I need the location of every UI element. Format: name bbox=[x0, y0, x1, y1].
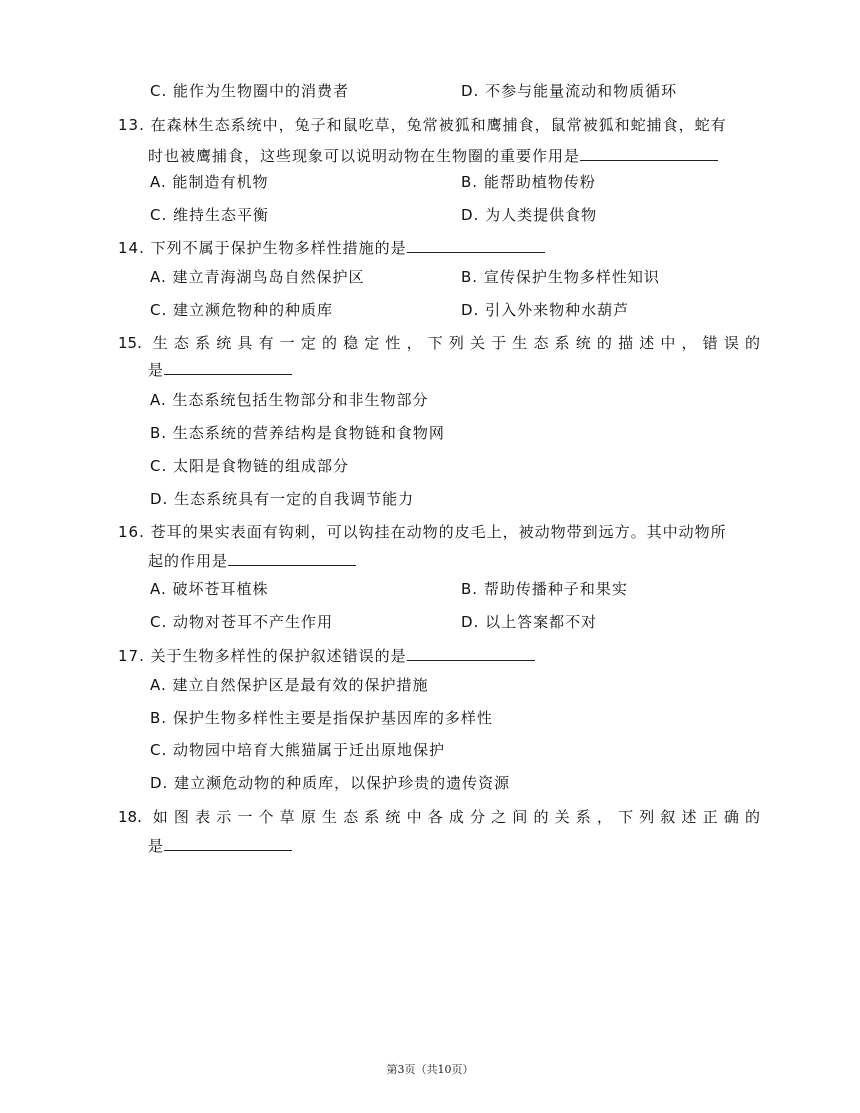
answer-blank[interactable] bbox=[407, 646, 535, 661]
q16-option-b[interactable]: B. 帮助传播种子和果实 bbox=[461, 580, 628, 598]
q18-stem-line1: 18. 如图表示一个草原生态系统中各成分之间的关系，下列叙述正确的 bbox=[118, 808, 760, 826]
page-number-footer: 第3页（共10页） bbox=[386, 1063, 474, 1076]
q12-option-c[interactable]: C. 能作为生物圈中的消费者 bbox=[150, 82, 350, 100]
q17-option-b[interactable]: B. 保护生物多样性主要是指保护基因库的多样性 bbox=[150, 709, 493, 727]
q13-option-a[interactable]: A. 能制造有机物 bbox=[150, 173, 269, 191]
q13-option-b[interactable]: B. 能帮助植物传粉 bbox=[461, 173, 596, 191]
q15-option-c[interactable]: C. 太阳是食物链的组成部分 bbox=[150, 457, 350, 475]
q16-option-d[interactable]: D. 以上答案都不对 bbox=[461, 613, 598, 631]
q14-option-c[interactable]: C. 建立濒危物种的种质库 bbox=[150, 301, 334, 319]
answer-blank[interactable] bbox=[407, 238, 545, 253]
q16-option-c[interactable]: C. 动物对苍耳不产生作用 bbox=[150, 613, 334, 631]
q17-stem: 17. 关于生物多样性的保护叙述错误的是 bbox=[118, 646, 535, 666]
answer-blank[interactable] bbox=[228, 551, 356, 566]
answer-blank[interactable] bbox=[164, 836, 292, 851]
q13-stem-line2: 时也被鹰捕食，这些现象可以说明动物在生物圈的重要作用是 bbox=[148, 146, 718, 166]
q13-option-c[interactable]: C. 维持生态平衡 bbox=[150, 206, 270, 224]
q14-stem: 14. 下列不属于保护生物多样性措施的是 bbox=[118, 238, 545, 258]
q18-stem-line2: 是 bbox=[148, 836, 292, 856]
q15-option-d[interactable]: D. 生态系统具有一定的自我调节能力 bbox=[150, 490, 415, 508]
answer-blank[interactable] bbox=[164, 360, 292, 375]
q17-option-d[interactable]: D. 建立濒危动物的种质库，以保护珍贵的遗传资源 bbox=[150, 774, 511, 792]
q17-option-c[interactable]: C. 动物园中培育大熊猫属于迁出原地保护 bbox=[150, 741, 446, 759]
q15-option-a[interactable]: A. 生态系统包括生物部分和非生物部分 bbox=[150, 391, 429, 409]
q14-option-b[interactable]: B. 宣传保护生物多样性知识 bbox=[461, 268, 660, 286]
q16-stem-line1: 16. 苍耳的果实表面有钩刺，可以钩挂在动物的皮毛上，被动物带到远方。其中动物所 bbox=[118, 523, 727, 541]
q16-option-a[interactable]: A. 破坏苍耳植株 bbox=[150, 580, 269, 598]
q12-option-d[interactable]: D. 不参与能量流动和物质循环 bbox=[461, 82, 678, 100]
answer-blank[interactable] bbox=[580, 146, 718, 161]
q13-option-d[interactable]: D. 为人类提供食物 bbox=[461, 206, 598, 224]
q14-option-a[interactable]: A. 建立青海湖鸟岛自然保护区 bbox=[150, 268, 365, 286]
q15-option-b[interactable]: B. 生态系统的营养结构是食物链和食物网 bbox=[150, 424, 445, 442]
q17-option-a[interactable]: A. 建立自然保护区是最有效的保护措施 bbox=[150, 676, 429, 694]
q14-option-d[interactable]: D. 引入外来物种水葫芦 bbox=[461, 301, 630, 319]
q13-stem-line1: 13. 在森林生态系统中，兔子和鼠吃草，兔常被狐和鹰捕食，鼠常被狐和蛇捕食，蛇有 bbox=[118, 116, 727, 134]
q15-stem-line1: 15. 生态系统具有一定的稳定性，下列关于生态系统的描述中，错误的 bbox=[118, 334, 760, 352]
q16-stem-line2: 起的作用是 bbox=[148, 551, 356, 571]
q15-stem-line2: 是 bbox=[148, 360, 292, 380]
